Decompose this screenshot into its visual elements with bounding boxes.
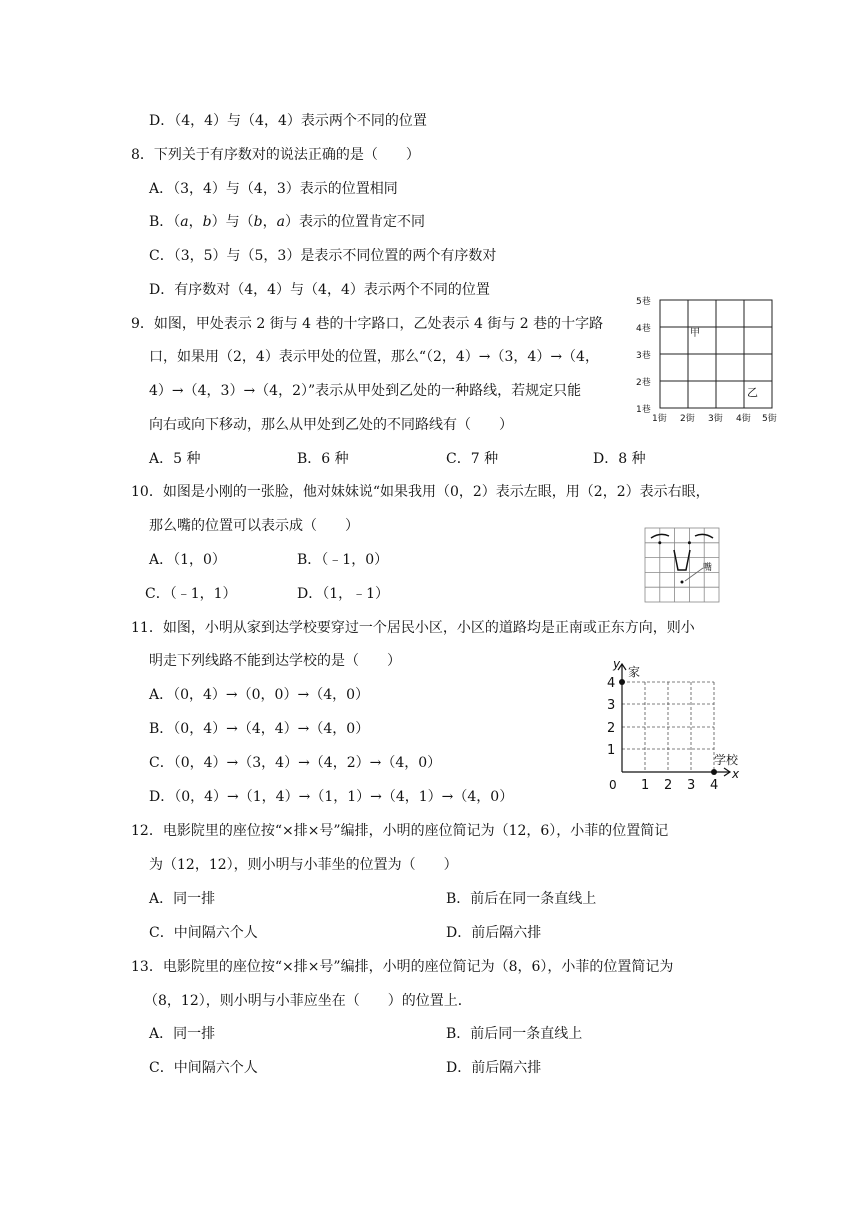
q10-option-a: A．（1，0） xyxy=(149,552,226,568)
q11-option-c: C．（0，4）→（3，4）→（4，2）→（4，0） xyxy=(149,755,442,771)
lane-label: 4巷 xyxy=(636,324,651,334)
var-b: b xyxy=(202,214,212,230)
var-a: a xyxy=(276,214,285,230)
q12-option-a: A．同一排 xyxy=(149,891,216,907)
q10-option-d: D．（1，﹣1） xyxy=(297,586,390,602)
y-tick-label: 1 xyxy=(607,743,616,758)
sep: ）与（ xyxy=(211,214,254,230)
street-label: 3街 xyxy=(708,414,723,424)
q8-option-a: A．（3，4）与（4，3）表示的位置相同 xyxy=(149,181,398,197)
q11-option-d: D．（0，4）→（1，4）→（1，1）→（4，1）→（4，0） xyxy=(149,789,514,805)
q9-stem-line4: 向右或向下移动，那么从甲处到乙处的不同路线有（ ） xyxy=(149,417,513,433)
lane-label: 1巷 xyxy=(636,405,651,415)
yi-label: 乙 xyxy=(747,386,758,399)
sep: ， xyxy=(262,214,277,230)
q12-option-d: D．前后隔六排 xyxy=(446,925,542,941)
q10-stem-line1: 10．如图是小刚的一张脸，他对妹妹说“如果我用（0，2）表示左眼，用（2，2）表示右眼， xyxy=(131,484,710,500)
q9-option-c: C．7 种 xyxy=(446,451,499,467)
x-tick-label: 2 xyxy=(664,778,673,793)
q11-option-a: A．（0，4）→（0，0）→（4，0） xyxy=(149,687,370,703)
q8-option-b-post: ）表示的位置肯定不同 xyxy=(284,214,425,230)
y-tick-label: 3 xyxy=(607,698,616,713)
face-grid-figure xyxy=(643,526,723,606)
q7-option-d: D．（4，4）与（4，4）表示两个不同的位置 xyxy=(149,113,427,129)
q13-option-a: A．同一排 xyxy=(149,1026,216,1042)
lane-label: 2巷 xyxy=(636,378,651,388)
origin-label: 0 xyxy=(609,778,617,792)
y-tick-label: 4 xyxy=(607,676,616,691)
q13-stem-line2: （8，12），则小明与小菲应坐在（ ）的位置上． xyxy=(144,993,472,1009)
street-grid-figure xyxy=(634,292,784,428)
street-label: 4街 xyxy=(736,414,751,424)
school-label: 学校 xyxy=(714,753,739,767)
q9-option-d: D．8 种 xyxy=(593,451,646,467)
q9-stem-line1: 9．如图，甲处表示 2 街与 4 巷的十字路口，乙处表示 4 街与 2 巷的十字路 xyxy=(131,316,604,332)
var-a: a xyxy=(180,214,189,230)
q8-stem: 8．下列关于有序数对的说法正确的是（ ） xyxy=(131,147,420,163)
y-tick-label: 2 xyxy=(607,721,616,736)
home-label: 家 xyxy=(628,665,641,679)
y-axis-label: y xyxy=(613,657,621,671)
q13-option-b: B．前后同一条直线上 xyxy=(446,1026,583,1042)
jia-label: 甲 xyxy=(690,328,700,339)
q12-stem-line1: 12．电影院里的座位按“×排×号”编排，小明的座位简记为（12，6），小菲的位置简记 xyxy=(131,823,669,839)
q9-option-b: B．6 种 xyxy=(297,451,349,467)
sep: ， xyxy=(188,214,203,230)
street-label: 2街 xyxy=(680,414,695,424)
q8-option-d: D．有序数对（4，4）与（4，4）表示两个不同的位置 xyxy=(149,282,490,298)
lane-label: 5巷 xyxy=(636,297,651,307)
x-tick-label: 4 xyxy=(710,778,719,793)
q12-option-b: B．前后在同一条直线上 xyxy=(446,891,597,907)
mouth-label: 嘴 xyxy=(703,563,713,573)
q9-option-a: A．5 种 xyxy=(149,451,201,467)
coordinate-grid-figure xyxy=(600,656,756,794)
q11-stem-line2: 明走下列线路不能到达学校的是（ ） xyxy=(149,653,401,669)
q8-option-b xyxy=(149,212,425,232)
q10-option-c: C．（﹣1，1） xyxy=(145,586,237,602)
x-tick-label: 3 xyxy=(687,778,696,793)
q9-stem-line2: 口，如果用（2，4）表示甲处的位置，那么“（2，4）→（3，4）→（4， xyxy=(149,349,599,365)
q10-stem-line2: 那么嘴的位置可以表示成（ ） xyxy=(149,518,359,534)
lane-label: 3巷 xyxy=(636,351,651,361)
q8-option-b-pre: B．（ xyxy=(149,214,181,230)
q13-option-d: D．前后隔六排 xyxy=(446,1060,542,1076)
q11-option-b: B．（0，4）→（4，4）→（4，0） xyxy=(149,721,370,737)
q11-stem-line1: 11．如图，小明从家到达学校要穿过一个居民小区，小区的道路均是正南或正东方向，则小 xyxy=(131,620,695,636)
q13-stem-line1: 13．电影院里的座位按“×排×号”编排，小明的座位简记为（8，6），小菲的位置简记为 xyxy=(131,959,674,975)
q8-option-c: C．（3，5）与（5，3）是表示不同位置的两个有序数对 xyxy=(149,248,497,264)
street-label: 5街 xyxy=(762,414,777,424)
q12-option-c: C．中间隔六个人 xyxy=(149,925,258,941)
q13-option-c: C．中间隔六个人 xyxy=(149,1060,258,1076)
x-axis-label: x xyxy=(732,767,740,781)
x-tick-label: 1 xyxy=(641,778,650,793)
q12-stem-line2: 为（12，12），则小明与小菲坐的位置为（ ） xyxy=(149,857,458,873)
q9-stem-line3: 4）→（4，3）→（4，2）”表示从甲处到乙处的一种路线，若规定只能 xyxy=(149,383,582,399)
street-label: 1街 xyxy=(652,414,667,424)
var-b: b xyxy=(253,214,263,230)
q10-option-b: B．（﹣1，0） xyxy=(297,552,389,568)
